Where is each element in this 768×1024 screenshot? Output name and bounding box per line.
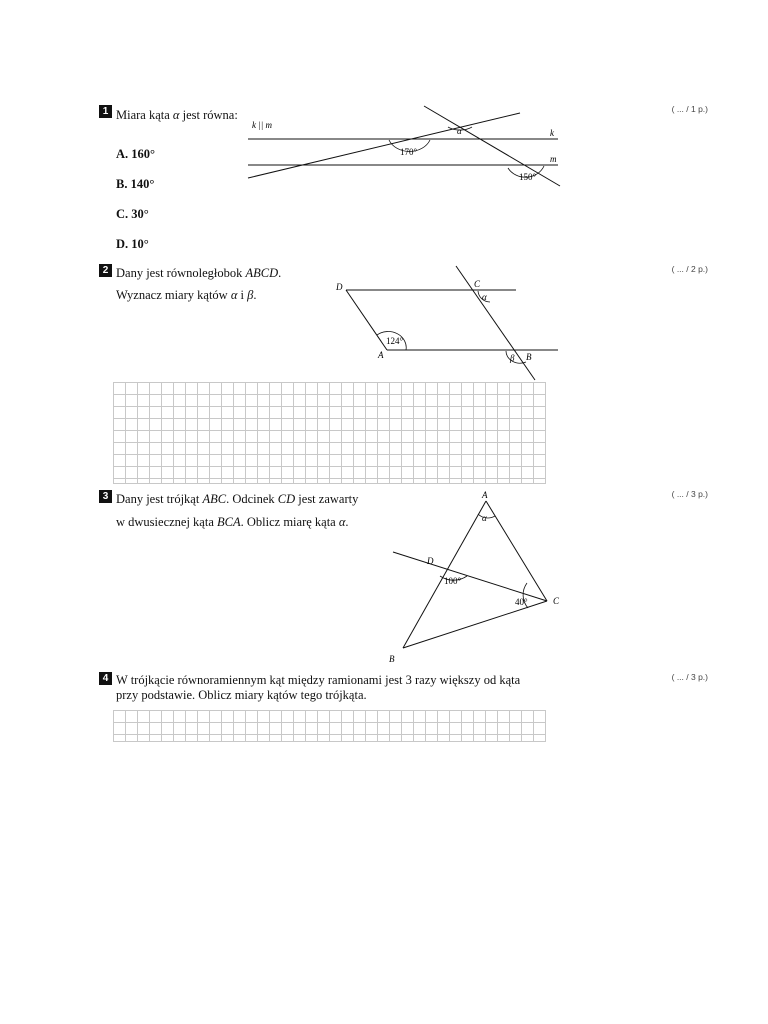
label-parallel: k || m [252, 120, 272, 130]
task-2-answer-grid[interactable] [113, 382, 546, 484]
label-b: B [389, 654, 395, 664]
label-alpha: α [482, 513, 487, 523]
task-2-number: 2 [99, 264, 112, 277]
task-2-line-1-text: Dany jest równoległobok [116, 266, 243, 280]
task-1-number: 1 [99, 105, 112, 118]
task-2-line-2-end: . [253, 288, 257, 302]
task-3-line-1-end: jest zawarty [298, 492, 359, 506]
task-3-line-2 [116, 515, 349, 530]
task-1-answer-d[interactable]: D. 10° [116, 237, 149, 251]
task-1-prompt-text: Miara kąta [116, 108, 170, 122]
task-3-line-1-segment: . Odcinek [226, 492, 275, 506]
task-3-number: 3 [99, 490, 112, 503]
label-c: C [474, 279, 481, 289]
task-1-answer-c[interactable]: C. 30° [116, 207, 149, 221]
task-1-answer-b[interactable]: B. 140° [116, 177, 155, 191]
label-k: k [550, 128, 554, 138]
task-2-line-2-text: Wyznacz miary kątów [116, 288, 228, 302]
side-bc [403, 601, 547, 648]
task-2-line-1 [116, 266, 281, 281]
task-3-figure [385, 488, 570, 666]
task-3-line-1-text: Dany jest trójkąt [116, 492, 200, 506]
label-alpha: α [457, 126, 462, 136]
transversal-2 [424, 106, 560, 186]
label-a: A [378, 350, 384, 360]
task-4-number: 4 [99, 672, 112, 685]
label-150: 150° [519, 172, 537, 182]
task-2-line-2 [116, 288, 256, 303]
task-1-prompt-end: jest równa: [182, 108, 238, 122]
label-alpha: α [482, 292, 487, 302]
task-1-answer-a[interactable]: A. 160° [116, 147, 156, 161]
label-d: D [336, 282, 343, 292]
task-3-line-1-abc: ABC [202, 492, 227, 506]
task-3-line-1-cd: CD [277, 492, 296, 506]
task-2-line-2-and: i [240, 288, 244, 302]
task-4-line-1: W trójkącie równoramiennym kąt między ramionami jest 3 razy większy od kąta [116, 673, 521, 687]
task-3-line-2-end: . [345, 515, 349, 529]
label-d: D [427, 556, 434, 566]
task-3-line-2-alpha: α [338, 515, 346, 529]
side-ad [346, 290, 387, 350]
task-2-line-1-abcd: ABCD [245, 266, 279, 280]
task-3-points: ( ... / 3 p.) [671, 489, 708, 499]
label-170: 170° [400, 147, 418, 157]
label-beta: β [510, 353, 515, 363]
task-4-answer-grid[interactable] [113, 710, 546, 742]
task-1-prompt [116, 108, 238, 123]
task-2-points: ( ... / 2 p.) [671, 264, 708, 274]
task-1-figure [240, 100, 570, 195]
task-2-figure [330, 260, 570, 385]
bisector-cd [393, 552, 547, 601]
task-4-line-2: przy podstawie. Oblicz miary kątów tego trójkąta. [116, 688, 367, 702]
side-ac [486, 501, 547, 601]
transversal-1 [248, 113, 520, 178]
task-2-line-2-alpha: α [230, 288, 238, 302]
task-1-prompt-alpha: α [172, 108, 180, 122]
label-a: A [482, 490, 488, 500]
label-m: m [550, 154, 557, 164]
task-3-line-2-bca: BCA [217, 515, 241, 529]
label-b: B [526, 352, 532, 362]
side-ab [403, 501, 486, 648]
label-124: 124° [386, 336, 404, 346]
label-c: C [553, 596, 560, 606]
task-2-line-1-end: . [278, 266, 282, 280]
task-3-line-2-text: w dwusiecznej kąta [116, 515, 214, 529]
task-4-points: ( ... / 3 p.) [671, 672, 708, 682]
task-2-line-2-beta: β [247, 288, 254, 302]
task-3-line-2-ask: . Oblicz miarę kąta [240, 515, 336, 529]
label-100: 100° [444, 576, 462, 586]
task-3-line-1 [116, 492, 358, 507]
label-40: 40° [515, 597, 528, 607]
task-1-points: ( ... / 1 p.) [671, 104, 708, 114]
